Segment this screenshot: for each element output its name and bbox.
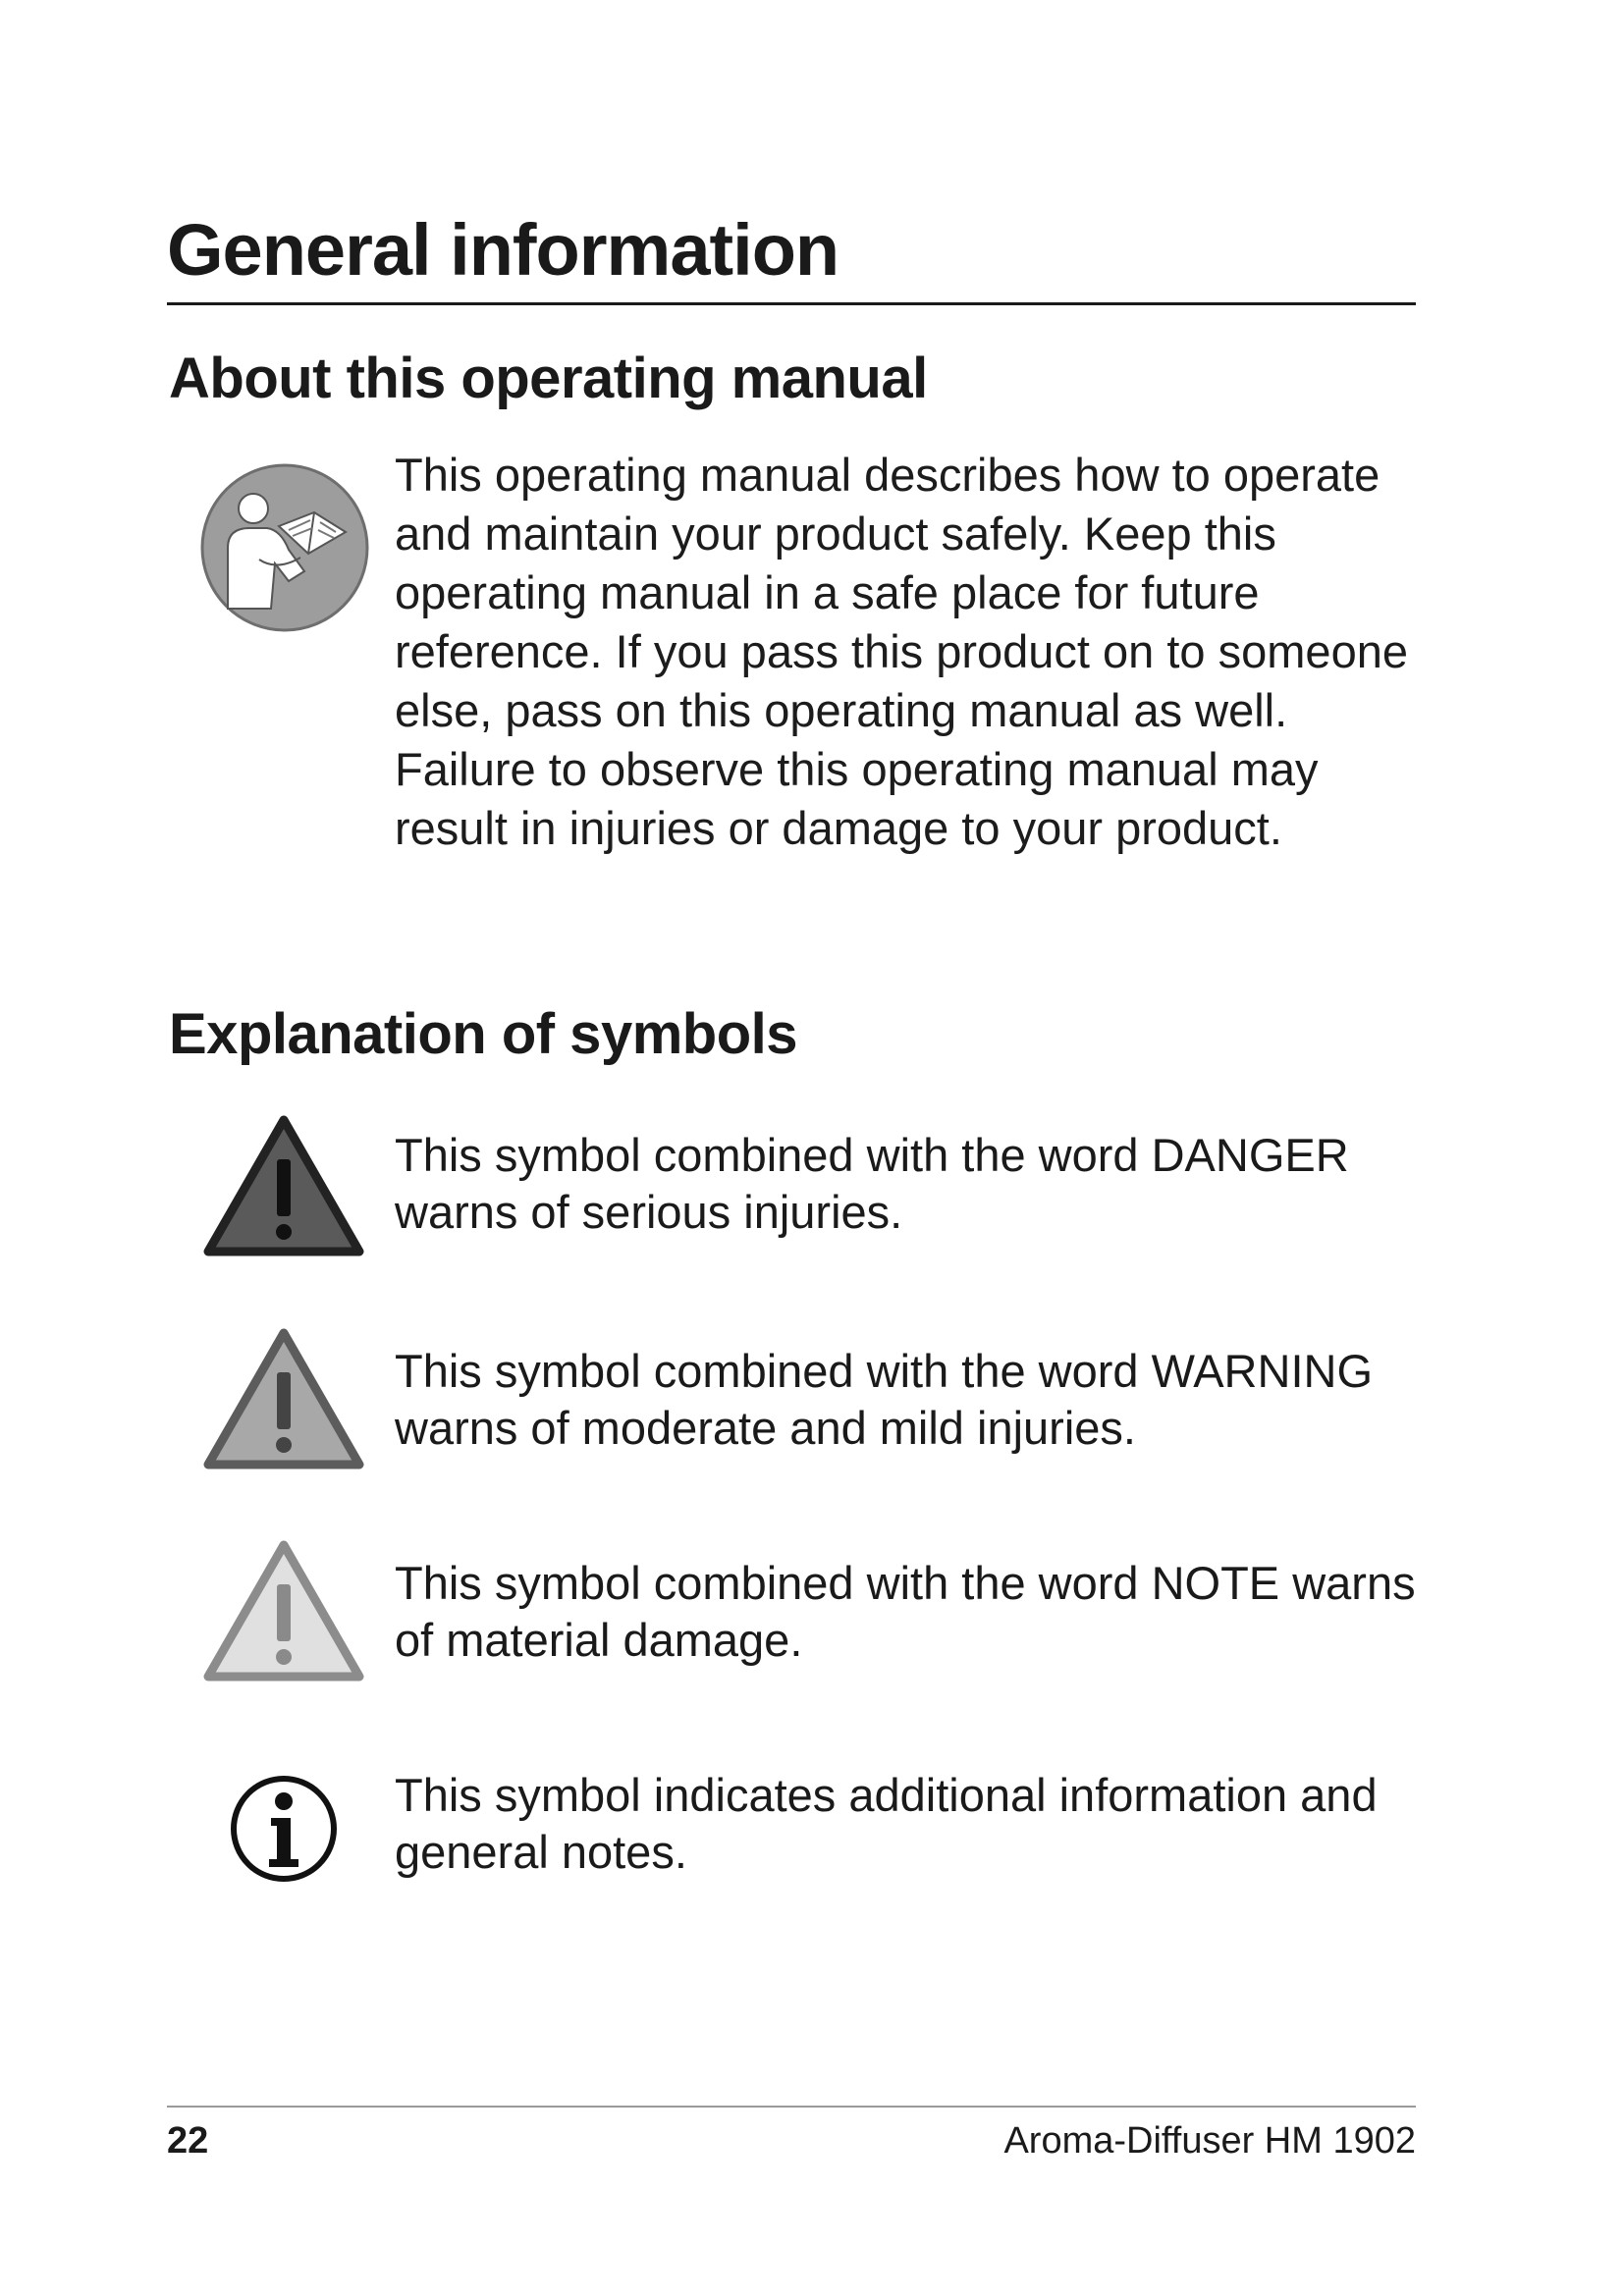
symbol-text-warning: This symbol combined with the word WARNING warns of moderate and mild injuries.: [395, 1345, 1373, 1454]
info-icon: [228, 1773, 340, 1885]
symbol-text-note: This symbol combined with the word NOTE warns of material damage.: [395, 1557, 1416, 1666]
about-paragraph: This operating manual describes how to operate and maintain your product safely. Keep this operating manual in a safe place for future reference. If you pass this product on to someone else, pass on this operating manual as well. Failure to observe this operating manual may result in injuries or damage to your product.: [395, 449, 1408, 854]
section-heading-symbols: Explanation of symbols: [169, 1002, 797, 1066]
symbol-text-info: This symbol indicates additional information and general notes.: [395, 1769, 1378, 1878]
warning-triangle-icon: [202, 1327, 365, 1472]
page-number: 22: [167, 2120, 209, 2162]
danger-triangle-icon: [202, 1114, 365, 1259]
note-triangle-icon: [202, 1539, 365, 1684]
footer-product-name: Aroma-Diffuser HM 1902: [1003, 2120, 1416, 2162]
footer-divider: [167, 2106, 1416, 2108]
page-title: General information: [167, 209, 839, 291]
symbol-text-danger: This symbol combined with the word DANGER warns of serious injuries.: [395, 1129, 1349, 1238]
section-heading-about: About this operating manual: [169, 347, 928, 410]
read-manual-icon: [198, 461, 371, 634]
title-divider: [167, 302, 1416, 305]
